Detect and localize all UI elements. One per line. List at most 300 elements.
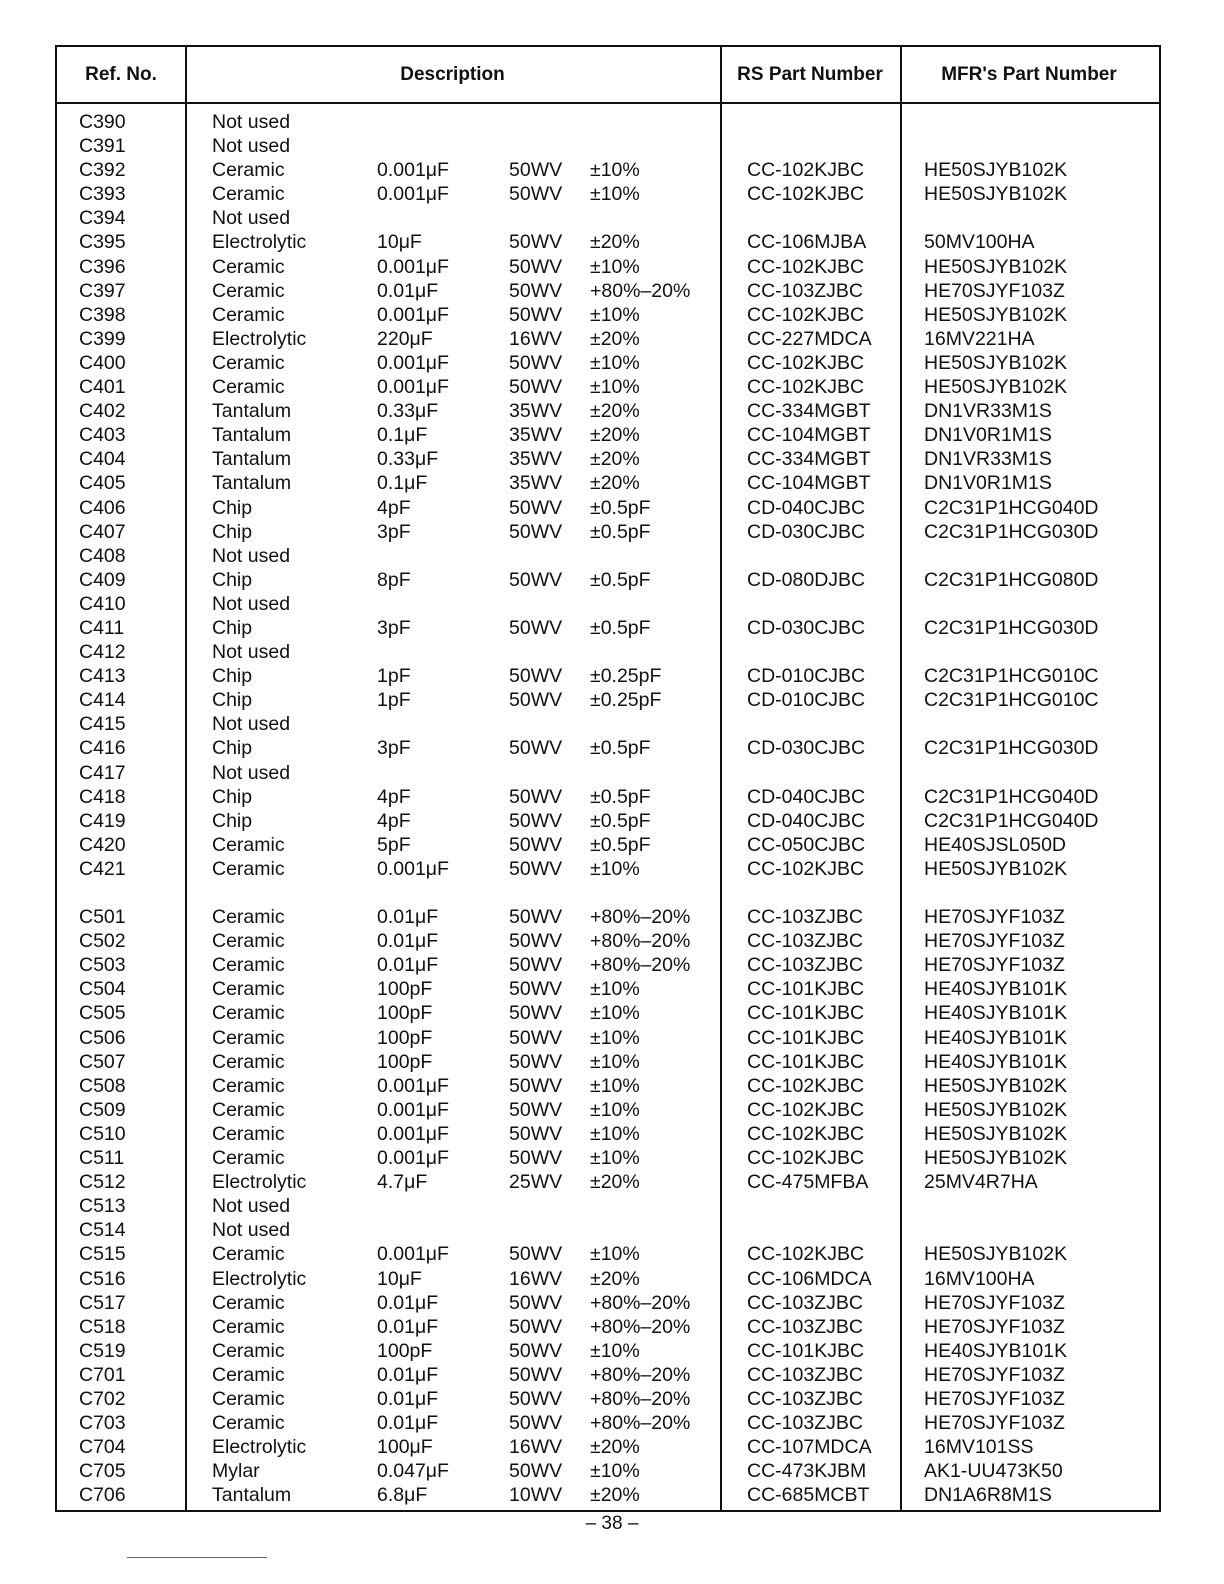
ref-no-cell: C517 [79, 1291, 126, 1314]
table-row [57, 809, 1159, 833]
table-row [57, 423, 1159, 447]
description-type-cell: Ceramic [212, 1002, 285, 1025]
description-value-cell: 3pF [377, 616, 411, 639]
description-value-cell: 4pF [377, 809, 411, 832]
description-tolerance-cell: +80%–20% [590, 1315, 691, 1338]
ref-no-cell: C394 [79, 207, 126, 230]
table-row [57, 230, 1159, 254]
description-voltage-cell: 50WV [509, 376, 563, 399]
description-voltage-cell: 50WV [509, 1050, 563, 1073]
rs-part-number-cell: CC-050CJBC [747, 833, 866, 856]
description-voltage-cell: 50WV [509, 1002, 563, 1025]
ref-no-cell: C418 [79, 785, 126, 808]
table-row [57, 544, 1159, 568]
ref-no-cell: C516 [79, 1267, 126, 1290]
description-value-cell: 0.001μF [377, 1074, 449, 1097]
description-tolerance-cell: ±0.5pF [590, 520, 651, 543]
mfr-part-number-cell: HE50SJYB102K [924, 159, 1068, 182]
description-type-cell: Ceramic [212, 1122, 285, 1145]
mfr-part-number-cell: HE50SJYB102K [924, 255, 1068, 278]
description-type-cell: Ceramic [212, 376, 285, 399]
table-row [57, 688, 1159, 712]
description-type-cell: Chip [212, 737, 253, 760]
mfr-part-number-cell: HE50SJYB102K [924, 857, 1068, 880]
rs-part-number-cell: CC-103ZJBC [747, 279, 863, 302]
table-row [57, 1218, 1159, 1242]
description-value-cell: 0.33μF [377, 448, 439, 471]
ref-no-cell: C509 [79, 1098, 126, 1121]
description-tolerance-cell: ±0.5pF [590, 809, 651, 832]
description-voltage-cell: 25WV [509, 1171, 563, 1194]
description-type-cell: Chip [212, 689, 253, 712]
ref-no-cell: C518 [79, 1315, 126, 1338]
description-type-cell: Ceramic [212, 1387, 285, 1410]
ref-no-cell: C398 [79, 303, 126, 326]
description-voltage-cell: 50WV [509, 665, 563, 688]
ref-no-cell: C392 [79, 159, 126, 182]
table-row [57, 1146, 1159, 1170]
rs-part-number-cell: CC-102KJBC [747, 183, 865, 206]
rs-part-number-cell: CC-102KJBC [747, 1098, 865, 1121]
rs-part-number-cell: CC-102KJBC [747, 1074, 865, 1097]
rs-part-number-cell: CD-040CJBC [747, 785, 866, 808]
rs-part-number-cell: CC-102KJBC [747, 1147, 865, 1170]
rs-part-number-cell: CD-040CJBC [747, 809, 866, 832]
page-number: – 38 – [585, 1513, 639, 1534]
mfr-part-number-cell: HE40SJYB101K [924, 1339, 1068, 1362]
ref-no-cell: C702 [79, 1387, 126, 1410]
rs-part-number-cell: CC-473KJBM [747, 1460, 867, 1483]
rs-part-number-cell: CC-104MGBT [747, 424, 871, 447]
rs-part-number-cell: CD-030CJBC [747, 737, 866, 760]
rs-part-number-cell: CC-227MDCA [747, 327, 872, 350]
ref-no-cell: C419 [79, 809, 126, 832]
mfr-part-number-cell: HE70SJYF103Z [924, 906, 1065, 929]
description-value-cell: 0.001μF [377, 1243, 449, 1266]
description-type-cell: Not used [212, 135, 291, 158]
mfr-part-number-cell: HE40SJYB101K [924, 1026, 1068, 1049]
table-row [57, 471, 1159, 495]
description-type-cell: Not used [212, 713, 291, 736]
ref-no-cell: C406 [79, 496, 126, 519]
ref-no-cell: C513 [79, 1195, 126, 1218]
description-value-cell: 3pF [377, 520, 411, 543]
description-voltage-cell: 50WV [509, 1387, 563, 1410]
header-rs-part-number: RS Part Number [737, 63, 883, 85]
mfr-part-number-cell: 50MV100HA [924, 231, 1035, 254]
mfr-part-number-cell: HE40SJYB101K [924, 978, 1068, 1001]
description-type-cell: Tantalum [212, 448, 292, 471]
description-voltage-cell: 50WV [509, 978, 563, 1001]
mfr-part-number-cell: HE40SJYB101K [924, 1002, 1068, 1025]
rs-part-number-cell: CC-102KJBC [747, 376, 865, 399]
description-voltage-cell: 50WV [509, 1315, 563, 1338]
table-row [57, 1339, 1159, 1363]
rs-part-number-cell: CD-080DJBC [747, 568, 866, 591]
description-tolerance-cell: ±0.5pF [590, 833, 651, 856]
description-value-cell: 0.001μF [377, 351, 449, 374]
table-row [57, 1291, 1159, 1315]
description-type-cell: Ceramic [212, 954, 285, 977]
description-tolerance-cell: +80%–20% [590, 906, 691, 929]
table-row [57, 640, 1159, 664]
ref-no-cell: C414 [79, 689, 126, 712]
description-type-cell: Ceramic [212, 1098, 285, 1121]
description-type-cell: Not used [212, 207, 291, 230]
table-row [57, 1001, 1159, 1025]
rs-part-number-cell: CC-101KJBC [747, 978, 865, 1001]
description-type-cell: Ceramic [212, 1412, 285, 1435]
description-tolerance-cell: ±20% [590, 1267, 640, 1290]
parts-list-table [55, 45, 1161, 1512]
description-value-cell: 0.01μF [377, 279, 439, 302]
description-value-cell: 6.8μF [377, 1484, 428, 1507]
description-tolerance-cell: ±0.5pF [590, 616, 651, 639]
mfr-part-number-cell: C2C31P1HCG010C [924, 689, 1099, 712]
description-type-cell: Ceramic [212, 159, 285, 182]
table-row [57, 447, 1159, 471]
rs-part-number-cell: CC-106MDCA [747, 1267, 872, 1290]
header-description: Description [400, 63, 505, 85]
table-row [57, 255, 1159, 279]
table-row [57, 1435, 1159, 1459]
ref-no-cell: C403 [79, 424, 126, 447]
description-tolerance-cell: ±10% [590, 1050, 640, 1073]
table-row [57, 568, 1159, 592]
description-type-cell: Tantalum [212, 400, 292, 423]
description-value-cell: 10μF [377, 231, 422, 254]
table-row [57, 592, 1159, 616]
rs-part-number-cell: CD-040CJBC [747, 496, 866, 519]
table-row [57, 616, 1159, 640]
table-row [57, 327, 1159, 351]
description-type-cell: Ceramic [212, 1050, 285, 1073]
description-tolerance-cell: +80%–20% [590, 1387, 691, 1410]
blue-underline-mark [127, 1557, 267, 1558]
description-value-cell: 1pF [377, 665, 411, 688]
description-tolerance-cell: ±10% [590, 376, 640, 399]
ref-no-cell: C512 [79, 1171, 126, 1194]
table-row [57, 158, 1159, 182]
table-row [57, 1242, 1159, 1266]
description-voltage-cell: 50WV [509, 785, 563, 808]
rs-part-number-cell: CC-102KJBC [747, 351, 865, 374]
ref-no-cell: C704 [79, 1436, 126, 1459]
rs-part-number-cell: CC-102KJBC [747, 255, 865, 278]
rs-part-number-cell: CD-010CJBC [747, 689, 866, 712]
description-value-cell: 0.047μF [377, 1460, 449, 1483]
description-value-cell: 10μF [377, 1267, 422, 1290]
description-voltage-cell: 50WV [509, 833, 563, 856]
ref-no-cell: C396 [79, 255, 126, 278]
ref-no-cell: C705 [79, 1460, 126, 1483]
rs-part-number-cell: CC-103ZJBC [747, 954, 863, 977]
table-body [57, 110, 1159, 1507]
description-voltage-cell: 16WV [509, 1267, 563, 1290]
table-row [57, 182, 1159, 206]
rs-part-number-cell: CD-030CJBC [747, 520, 866, 543]
mfr-part-number-cell: HE70SJYF103Z [924, 1363, 1065, 1386]
description-tolerance-cell: ±10% [590, 978, 640, 1001]
description-tolerance-cell: ±0.5pF [590, 496, 651, 519]
description-type-cell: Electrolytic [212, 231, 307, 254]
description-value-cell: 220μF [377, 327, 433, 350]
description-value-cell: 0.33μF [377, 400, 439, 423]
description-value-cell: 4.7μF [377, 1171, 428, 1194]
ref-no-cell: C393 [79, 183, 126, 206]
description-voltage-cell: 50WV [509, 1243, 563, 1266]
rs-part-number-cell: CC-103ZJBC [747, 930, 863, 953]
ref-no-cell: C412 [79, 641, 126, 664]
description-voltage-cell: 50WV [509, 954, 563, 977]
mfr-part-number-cell: HE70SJYF103Z [924, 954, 1065, 977]
description-type-cell: Ceramic [212, 1074, 285, 1097]
header-divider [57, 102, 1159, 104]
description-tolerance-cell: ±0.5pF [590, 568, 651, 591]
description-type-cell: Not used [212, 544, 291, 567]
description-type-cell: Chip [212, 809, 253, 832]
ref-no-cell: C515 [79, 1243, 126, 1266]
description-voltage-cell: 50WV [509, 857, 563, 880]
description-type-cell: Not used [212, 111, 291, 133]
description-voltage-cell: 50WV [509, 689, 563, 712]
table-row [57, 1483, 1159, 1507]
description-type-cell: Not used [212, 1219, 291, 1242]
description-voltage-cell: 35WV [509, 400, 563, 423]
table-row [57, 1387, 1159, 1411]
description-value-cell: 0.01μF [377, 1363, 439, 1386]
table-row [57, 1315, 1159, 1339]
ref-no-cell: C399 [79, 327, 126, 350]
description-type-cell: Ceramic [212, 857, 285, 880]
description-tolerance-cell: ±10% [590, 303, 640, 326]
description-voltage-cell: 50WV [509, 496, 563, 519]
ref-no-cell: C701 [79, 1363, 126, 1386]
ref-no-cell: C504 [79, 978, 126, 1001]
ref-no-cell: C502 [79, 930, 126, 953]
ref-no-cell: C510 [79, 1122, 126, 1145]
ref-no-cell: C397 [79, 279, 126, 302]
table-row [57, 905, 1159, 929]
description-tolerance-cell: ±10% [590, 159, 640, 182]
table-row [57, 1459, 1159, 1483]
description-tolerance-cell: ±20% [590, 472, 640, 495]
description-type-cell: Ceramic [212, 978, 285, 1001]
description-voltage-cell: 50WV [509, 568, 563, 591]
description-type-cell: Ceramic [212, 351, 285, 374]
mfr-part-number-cell: C2C31P1HCG040D [924, 809, 1099, 832]
description-tolerance-cell: ±10% [590, 1074, 640, 1097]
description-value-cell: 100pF [377, 1339, 433, 1362]
description-tolerance-cell: +80%–20% [590, 930, 691, 953]
table-row [57, 1411, 1159, 1435]
mfr-part-number-cell: C2C31P1HCG030D [924, 616, 1099, 639]
table-row [57, 110, 1159, 134]
description-type-cell: Mylar [212, 1460, 260, 1483]
mfr-part-number-cell: DN1VR33M1S [924, 448, 1052, 471]
mfr-part-number-cell: 25MV4R7HA [924, 1171, 1038, 1194]
description-type-cell: Ceramic [212, 930, 285, 953]
rs-part-number-cell: CC-104MGBT [747, 472, 871, 495]
ref-no-cell: C400 [79, 351, 126, 374]
mfr-part-number-cell: 16MV221HA [924, 327, 1035, 350]
description-value-cell: 0.01μF [377, 1291, 439, 1314]
description-voltage-cell: 50WV [509, 1074, 563, 1097]
description-type-cell: Ceramic [212, 1026, 285, 1049]
mfr-part-number-cell: C2C31P1HCG030D [924, 520, 1099, 543]
mfr-part-number-cell: C2C31P1HCG040D [924, 496, 1099, 519]
ref-no-cell: C421 [79, 857, 126, 880]
table-row [57, 977, 1159, 1001]
description-voltage-cell: 16WV [509, 327, 563, 350]
description-type-cell: Chip [212, 520, 253, 543]
ref-no-cell: C415 [79, 713, 126, 736]
mfr-part-number-cell: DN1VR33M1S [924, 400, 1052, 423]
rs-part-number-cell: CC-101KJBC [747, 1026, 865, 1049]
description-type-cell: Ceramic [212, 1147, 285, 1170]
description-value-cell: 0.01μF [377, 1387, 439, 1410]
description-voltage-cell: 16WV [509, 1436, 563, 1459]
description-voltage-cell: 50WV [509, 1122, 563, 1145]
rs-part-number-cell: CC-102KJBC [747, 303, 865, 326]
mfr-part-number-cell: HE50SJYB102K [924, 1098, 1068, 1121]
table-row [57, 833, 1159, 857]
description-type-cell: Ceramic [212, 1315, 285, 1338]
ref-no-cell: C501 [79, 906, 126, 929]
rs-part-number-cell: CC-334MGBT [747, 448, 871, 471]
table-row [57, 953, 1159, 977]
description-voltage-cell: 50WV [509, 809, 563, 832]
ref-no-cell: C514 [79, 1219, 126, 1242]
ref-no-cell: C505 [79, 1002, 126, 1025]
table-row [57, 1194, 1159, 1218]
mfr-part-number-cell: 16MV100HA [924, 1267, 1035, 1290]
mfr-part-number-cell: HE70SJYF103Z [924, 1412, 1065, 1435]
description-voltage-cell: 50WV [509, 1363, 563, 1386]
ref-no-cell: C511 [79, 1147, 125, 1170]
description-type-cell: Ceramic [212, 1339, 285, 1362]
rs-part-number-cell: CC-685MCBT [747, 1484, 870, 1507]
description-tolerance-cell: ±10% [590, 1002, 640, 1025]
description-tolerance-cell: ±20% [590, 1436, 640, 1459]
table-row [57, 1267, 1159, 1291]
description-type-cell: Chip [212, 568, 253, 591]
description-type-cell: Not used [212, 641, 291, 664]
mfr-part-number-cell: HE50SJYB102K [924, 1122, 1068, 1145]
description-value-cell: 100μF [377, 1436, 433, 1459]
mfr-part-number-cell: HE50SJYB102K [924, 1147, 1068, 1170]
description-value-cell: 0.001μF [377, 255, 449, 278]
ref-no-cell: C402 [79, 400, 126, 423]
ref-no-cell: C519 [79, 1339, 126, 1362]
description-value-cell: 8pF [377, 568, 411, 591]
description-voltage-cell: 50WV [509, 930, 563, 953]
mfr-part-number-cell: HE70SJYF103Z [924, 1291, 1065, 1314]
description-type-cell: Ceramic [212, 183, 285, 206]
ref-no-cell: C407 [79, 520, 126, 543]
ref-no-cell: C395 [79, 231, 126, 254]
description-tolerance-cell: ±10% [590, 1026, 640, 1049]
description-type-cell: Electrolytic [212, 1171, 307, 1194]
description-tolerance-cell: ±10% [590, 351, 640, 374]
ref-no-cell: C404 [79, 448, 126, 471]
table-row [57, 761, 1159, 785]
description-value-cell: 4pF [377, 496, 411, 519]
description-value-cell: 0.01μF [377, 954, 439, 977]
description-tolerance-cell: ±20% [590, 448, 640, 471]
mfr-part-number-cell: HE70SJYF103Z [924, 930, 1065, 953]
mfr-part-number-cell: HE50SJYB102K [924, 303, 1068, 326]
description-value-cell: 0.01μF [377, 930, 439, 953]
mfr-part-number-cell: C2C31P1HCG010C [924, 665, 1099, 688]
description-tolerance-cell: ±10% [590, 1098, 640, 1121]
ref-no-cell: C405 [79, 472, 126, 495]
table-row [57, 520, 1159, 544]
rs-part-number-cell: CC-103ZJBC [747, 906, 863, 929]
table-row [57, 206, 1159, 230]
description-value-cell: 0.001μF [377, 1122, 449, 1145]
ref-no-cell: C409 [79, 568, 126, 591]
table-row [57, 134, 1159, 158]
description-type-cell: Ceramic [212, 1291, 285, 1314]
description-tolerance-cell: ±20% [590, 1484, 640, 1507]
description-value-cell: 4pF [377, 785, 411, 808]
mfr-part-number-cell: HE70SJYF103Z [924, 1315, 1065, 1338]
description-type-cell: Ceramic [212, 1363, 285, 1386]
mfr-part-number-cell: C2C31P1HCG040D [924, 785, 1099, 808]
description-voltage-cell: 50WV [509, 279, 563, 302]
table-row [57, 736, 1159, 760]
rs-part-number-cell: CC-334MGBT [747, 400, 871, 423]
table-row [57, 1170, 1159, 1194]
mfr-part-number-cell: DN1V0R1M1S [924, 472, 1052, 495]
description-tolerance-cell: ±10% [590, 255, 640, 278]
description-type-cell: Chip [212, 785, 253, 808]
description-type-cell: Tantalum [212, 472, 292, 495]
description-tolerance-cell: +80%–20% [590, 1412, 691, 1435]
mfr-part-number-cell: HE40SJSL050D [924, 833, 1067, 856]
rs-part-number-cell: CC-102KJBC [747, 159, 865, 182]
description-voltage-cell: 50WV [509, 1460, 563, 1483]
description-voltage-cell: 50WV [509, 1291, 563, 1314]
ref-no-cell: C391 [79, 135, 126, 158]
header-mfr-part-number: MFR's Part Number [941, 63, 1117, 85]
ref-no-cell: C417 [79, 761, 126, 784]
table-row [57, 1098, 1159, 1122]
rs-part-number-cell: CC-102KJBC [747, 1122, 865, 1145]
rs-part-number-cell: CC-103ZJBC [747, 1387, 863, 1410]
description-voltage-cell: 50WV [509, 183, 563, 206]
rs-part-number-cell: CC-102KJBC [747, 1243, 865, 1266]
description-voltage-cell: 35WV [509, 472, 563, 495]
description-type-cell: Chip [212, 496, 253, 519]
description-type-cell: Tantalum [212, 424, 292, 447]
description-type-cell: Chip [212, 616, 253, 639]
rs-part-number-cell: CC-103ZJBC [747, 1412, 863, 1435]
description-tolerance-cell: ±10% [590, 183, 640, 206]
description-tolerance-cell: ±10% [590, 1243, 640, 1266]
ref-no-cell: C411 [79, 616, 125, 639]
description-value-cell: 0.001μF [377, 376, 449, 399]
description-value-cell: 0.01μF [377, 1412, 439, 1435]
ref-no-cell: C408 [79, 544, 126, 567]
description-tolerance-cell: ±10% [590, 1339, 640, 1362]
ref-no-cell: C703 [79, 1412, 126, 1435]
description-tolerance-cell: ±0.25pF [590, 665, 662, 688]
table-row [57, 929, 1159, 953]
rs-part-number-cell: CC-101KJBC [747, 1002, 865, 1025]
table-row [57, 1026, 1159, 1050]
